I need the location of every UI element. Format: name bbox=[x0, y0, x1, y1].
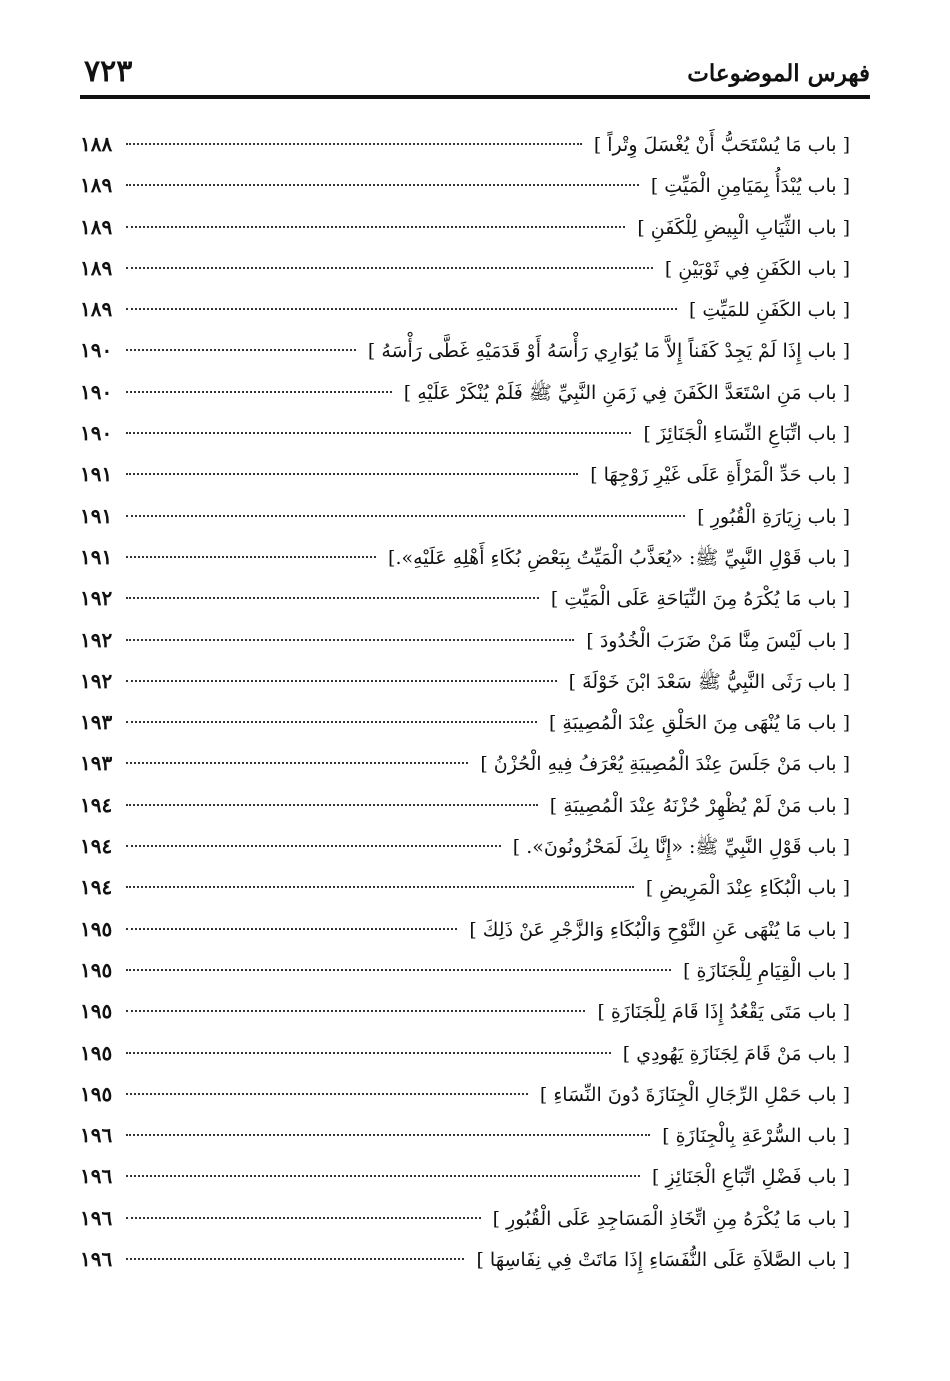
toc-entry-title: [ باب زِيَارَةِ الْقُبُورِ ] bbox=[697, 505, 850, 528]
toc-dot-leader bbox=[126, 845, 501, 847]
toc-dot-leader bbox=[126, 1134, 650, 1136]
toc-entry bbox=[80, 289, 850, 330]
toc-entry-title: [ باب اتِّبَاعِ النِّسَاءِ الْجَنَائِزَ ] bbox=[643, 423, 850, 446]
toc-entry-page: ١٩١ bbox=[80, 503, 113, 528]
toc-entry-page: ١٨٩ bbox=[80, 214, 113, 239]
toc-entry-page: ١٩٣ bbox=[80, 710, 113, 735]
toc-entry-page: ١٩٥ bbox=[80, 1081, 113, 1106]
toc-dot-leader bbox=[126, 597, 539, 599]
toc-dot-leader bbox=[126, 1093, 528, 1095]
toc-entry-title: [ باب حَدِّ الْمَرْأَةِ عَلَى غَيْرِ زَوْجِهَا ] bbox=[590, 464, 850, 487]
toc-entry bbox=[80, 207, 850, 248]
toc-entry-title: [ باب إِذَا لَمْ يَجِدْ كَفَناً إِلاَّ مَا يُوَارِي رَأْسَهُ أَوْ قَدَمَيْهِ غَطَّى رَأْسَهُ ] bbox=[367, 340, 850, 363]
toc-entry-page: ١٩٤ bbox=[80, 834, 113, 859]
toc-dot-leader bbox=[126, 143, 582, 145]
toc-entry bbox=[80, 620, 850, 661]
toc-entry-title: [ باب الكَفَنِ للمَيِّتِ ] bbox=[688, 299, 850, 322]
toc-dot-leader bbox=[126, 1010, 585, 1012]
toc-entry bbox=[80, 785, 850, 826]
toc-entry bbox=[80, 496, 850, 537]
toc-dot-leader bbox=[126, 1217, 481, 1219]
toc-entry-page: ١٨٩ bbox=[80, 255, 113, 280]
toc-entry-title: [ باب الصَّلاَةِ عَلَى النُّفَسَاءِ إِذَا مَاتَتْ فِي نِفَاسِهَا ] bbox=[476, 1249, 850, 1272]
toc-entry-page: ١٩٢ bbox=[80, 627, 113, 652]
header-title: فهرس الموضوعات bbox=[687, 60, 870, 87]
toc-entry-page: ١٩٢ bbox=[80, 586, 113, 611]
toc-entry-page: ١٩٠ bbox=[80, 421, 113, 446]
toc-entry-title: [ باب قَوْلِ النَّبِيِّ ﷺ: «إِنَّا بِكَ لَمَحْزُونُونَ». ] bbox=[512, 836, 850, 859]
toc-entry bbox=[80, 1198, 850, 1239]
toc-entry bbox=[80, 165, 850, 206]
toc-entry bbox=[80, 867, 850, 908]
toc-dot-leader bbox=[126, 721, 537, 723]
toc-entry-page: ١٩٥ bbox=[80, 916, 113, 941]
toc-entry bbox=[80, 1156, 850, 1197]
toc-entry-title: [ باب حَمْلِ الرِّجَالِ الْجِنَازَةَ دُونَ النِّسَاءِ ] bbox=[539, 1083, 850, 1106]
toc-entry-title: [ باب مَا يُكْرَهُ مِنِ اتِّخَاذِ الْمَسَاجِدِ عَلَى الْقُبُورِ ] bbox=[492, 1207, 850, 1230]
toc-entry bbox=[80, 578, 850, 619]
toc-entry-title: [ باب مَنْ لَمْ يُظْهِرْ حُزْنَهُ عِنْدَ الْمُصِيبَةِ ] bbox=[549, 794, 850, 817]
toc-entry-page: ١٩١ bbox=[80, 462, 113, 487]
toc-entry bbox=[80, 330, 850, 371]
toc-dot-leader bbox=[126, 308, 677, 310]
toc-entry-page: ١٨٩ bbox=[80, 173, 113, 198]
toc-entry-page: ١٩٤ bbox=[80, 792, 113, 817]
toc-entry bbox=[80, 991, 850, 1032]
page-header bbox=[80, 52, 870, 96]
toc-entry bbox=[80, 1074, 850, 1115]
toc-dot-leader bbox=[126, 1175, 640, 1177]
toc-entry-page: ١٩٦ bbox=[80, 1123, 113, 1148]
toc-entry bbox=[80, 1115, 850, 1156]
toc-entry-title: [ باب مَنِ اسْتَعَدَّ الكَفَنَ فِي زَمَنِ النَّبِيِّ ﷺ فَلَمْ يُنْكَرْ عَلَيْهِ ] bbox=[403, 381, 850, 404]
toc-entry-title: [ باب فَضْلِ اتِّبَاعِ الْجَنَائِزِ ] bbox=[652, 1166, 850, 1189]
toc-dot-leader bbox=[126, 391, 392, 393]
toc-entry bbox=[80, 1239, 850, 1280]
toc-entry-page: ١٩١ bbox=[80, 544, 113, 569]
toc-entry-title: [ باب مَا يُسْتَحَبُّ أَنْ يُغْسَلَ وِتْراً ] bbox=[593, 134, 850, 156]
toc-dot-leader bbox=[126, 1258, 464, 1260]
table-of-contents bbox=[80, 124, 850, 1280]
toc-dot-leader bbox=[126, 886, 634, 888]
toc-entry-title: [ باب الْبُكَاءِ عِنْدَ الْمَرِيضِ ] bbox=[645, 877, 850, 900]
toc-dot-leader bbox=[126, 680, 557, 682]
toc-entry-title: [ باب الثِّيَابِ الْبِيضِ لِلْكَفَنِ ] bbox=[637, 216, 850, 239]
toc-entry-page: ١٩٣ bbox=[80, 751, 113, 776]
toc-dot-leader bbox=[126, 639, 574, 641]
toc-entry-page: ١٩٥ bbox=[80, 999, 113, 1024]
toc-entry-page: ١٨٨ bbox=[80, 132, 113, 156]
toc-dot-leader bbox=[126, 226, 625, 228]
toc-entry bbox=[80, 661, 850, 702]
toc-entry bbox=[80, 909, 850, 950]
toc-entry-page: ١٩٥ bbox=[80, 1040, 113, 1065]
toc-entry-title: [ باب السُّرْعَةِ بِالْجِنَازَةِ ] bbox=[662, 1125, 850, 1148]
toc-dot-leader bbox=[126, 762, 468, 764]
toc-dot-leader bbox=[126, 515, 685, 517]
toc-entry-title: [ باب قَوْلِ النَّبِيِّ ﷺ: «يُعَذَّبُ الْمَيِّتُ بِبَعْضِ بُكَاءِ أَهْلِهِ عَلَيْهِ».] bbox=[388, 546, 850, 569]
toc-entry-page: ١٩٦ bbox=[80, 1164, 113, 1189]
toc-entry-title: [ باب الكَفَنِ فِي ثَوْبَيْنِ ] bbox=[664, 257, 850, 280]
toc-entry-title: [ باب مَنْ جَلَسَ عِنْدَ الْمُصِيبَةِ يُعْرَفُ فِيهِ الْحُزْنُ ] bbox=[480, 753, 850, 776]
toc-entry-title: [ باب رَثَى النَّبِيُّ ﷺ سَعْدَ ابْنَ خَوْلَةَ ] bbox=[568, 670, 850, 693]
toc-entry bbox=[80, 702, 850, 743]
toc-dot-leader bbox=[126, 473, 578, 475]
toc-dot-leader bbox=[126, 804, 538, 806]
toc-dot-leader bbox=[126, 1052, 611, 1054]
toc-entry-page: ١٩٦ bbox=[80, 1247, 113, 1272]
toc-entry-title: [ باب مَتَى يَقْعُدُ إِذَا قَامَ لِلْجَنَازَةِ ] bbox=[597, 1001, 850, 1024]
toc-entry bbox=[80, 743, 850, 784]
toc-entry-title: [ باب مَا يُنْهَى مِنَ الحَلْقِ عِنْدَ الْمُصِيبَةِ ] bbox=[548, 712, 850, 735]
toc-entry bbox=[80, 372, 850, 413]
toc-dot-leader bbox=[126, 432, 631, 434]
toc-entry bbox=[80, 248, 850, 289]
toc-entry bbox=[80, 1033, 850, 1074]
toc-entry-page: ١٩٦ bbox=[80, 1205, 113, 1230]
header-rule bbox=[80, 95, 870, 99]
toc-entry-page: ١٩٢ bbox=[80, 668, 113, 693]
toc-dot-leader bbox=[126, 349, 356, 351]
toc-dot-leader bbox=[126, 556, 376, 558]
header-page-number: ٧٢٣ bbox=[84, 54, 133, 89]
toc-entry bbox=[80, 124, 850, 165]
toc-dot-leader bbox=[126, 928, 457, 930]
toc-entry-title: [ باب مَا يُكْرَهُ مِنَ النِّيَاحَةِ عَلَى الْمَيِّتِ ] bbox=[550, 588, 850, 611]
toc-entry bbox=[80, 454, 850, 495]
toc-entry-page: ١٩٠ bbox=[80, 338, 113, 363]
toc-dot-leader bbox=[126, 969, 671, 971]
toc-entry-title: [ باب مَا يُنْهَى عَنِ النَّوْحِ وَالْبُكَاءِ وَالزَّجْرِ عَنْ ذَلِكَ ] bbox=[469, 918, 850, 941]
toc-entry bbox=[80, 537, 850, 578]
toc-entry bbox=[80, 413, 850, 454]
toc-dot-leader bbox=[126, 184, 639, 186]
toc-entry-title: [ باب مَنْ قَامَ لِجَنَازَةِ يَهُودِي ] bbox=[622, 1042, 850, 1065]
toc-dot-leader bbox=[126, 267, 653, 269]
toc-entry-title: [ باب الْقِيَامِ لِلْجَنَازَةِ ] bbox=[683, 959, 850, 982]
toc-entry bbox=[80, 950, 850, 991]
toc-entry-page: ١٨٩ bbox=[80, 297, 113, 322]
toc-entry bbox=[80, 826, 850, 867]
toc-entry-page: ١٩٤ bbox=[80, 875, 113, 900]
toc-entry-page: ١٩٥ bbox=[80, 957, 113, 982]
toc-entry-page: ١٩٠ bbox=[80, 379, 113, 404]
toc-entry-title: [ باب لَيْسَ مِنَّا مَنْ ضَرَبَ الْخُدُودَ ] bbox=[586, 629, 850, 652]
toc-entry-title: [ باب يُبْدَأُ بِمَيَامِنِ الْمَيِّتِ ] bbox=[650, 175, 850, 198]
